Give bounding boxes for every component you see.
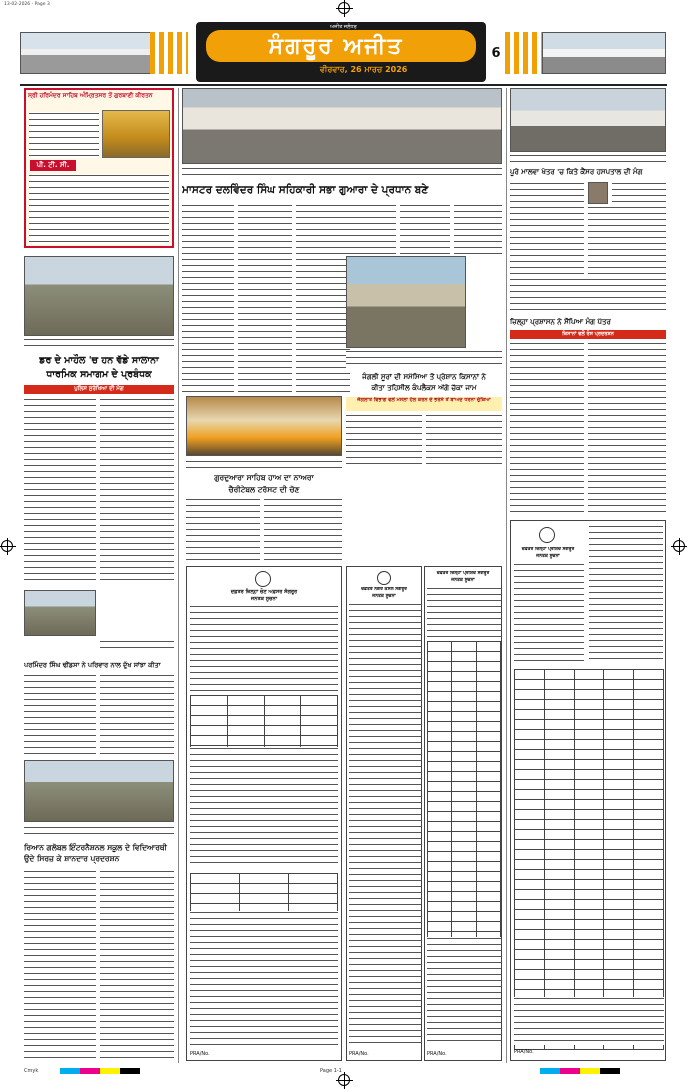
notice-3-footer: PRA/No. xyxy=(427,1051,447,1057)
center-article-col-1 xyxy=(182,204,234,392)
masthead-tag: ਅਜੀਤ ਜਲੰਧਰ xyxy=(330,24,357,30)
left-headline-1: ਡਰ ਦੇ ਮਾਹੌਲ 'ਚ ਹਨ ਵੱਡੇ ਸਾਲਾਨਾ xyxy=(39,355,159,366)
left-photo-3-caption xyxy=(24,826,174,838)
right-article-1-col-a xyxy=(510,182,584,274)
trust-headline: ਗੁਰਦੁਆਰਾ ਸਾਹਿਬ ਹਾਅ ਦਾ ਨਾਅਰਾ xyxy=(214,473,314,482)
column-divider-2 xyxy=(506,88,507,1063)
notice-3-body xyxy=(427,587,501,637)
right-photo-1 xyxy=(510,88,666,152)
right-headline-top: ਪੂਰੇ ਮਾਲਵਾ ਖੇਤਰ 'ਚ ਕਿਤੇ ਕੈਂਸਰ ਹਸਪਤਾਲ ਦੀ ਮੰਗ xyxy=(510,168,643,176)
masthead-right-pattern xyxy=(505,32,543,74)
center-article-col-5 xyxy=(400,204,450,254)
left-photo-1 xyxy=(24,256,174,336)
ad-title: ਸ੍ਰੀ ਹਰਿਮੰਦਰ ਸਾਹਿਬ ਅੰਮ੍ਰਿਤਸਰ ਤੋਂ ਗੁਰਬਾਣੀ ਕੀਰਤਨ xyxy=(28,92,153,99)
left-photo-2 xyxy=(24,590,96,636)
golden-temple-image xyxy=(102,110,170,158)
right-photo-1-caption xyxy=(510,154,666,164)
registration-mark-right xyxy=(673,540,685,552)
notice-2-emblem xyxy=(377,571,391,585)
notice-2-subtitle: ਜਨਤਕ ਸੂਚਨਾ xyxy=(372,594,396,599)
protest-photo-caption xyxy=(346,350,502,368)
notice-3 xyxy=(424,566,502,1061)
notice-3-subtitle: ਜਨਤਕ ਸੂਚਨਾ xyxy=(451,578,475,583)
trust-headline-b: ਚੈਰੀਟੇਬਲ ਟਰੱਸਟ ਦੀ ਚੋਣ xyxy=(228,485,300,494)
footer-color-bar-right xyxy=(540,1068,620,1074)
right-portrait xyxy=(588,182,608,204)
left-headline-1b: ਧਾਰਮਿਕ ਸਮਾਗਮ ਦੇ ਪ੍ਰਬੰਧਕ xyxy=(46,369,152,380)
notice-1-body xyxy=(190,605,338,691)
notice-2-title: ਦਫ਼ਤਰ ਨਗਰ ਕੌਂਸਲ ਸੰਗਰੂਰ xyxy=(361,587,407,592)
center-main-headline: ਮਾਸਟਰ ਦਲਵਿੰਦਰ ਸਿੰਘ ਸਹਿਕਾਰੀ ਸਭਾ ਗੁਆਰਾ ਦੇ ਪ੍ਰਧਾਨ ਬਣੇ xyxy=(182,184,429,196)
center-article-col-6 xyxy=(454,204,502,254)
notice-3-title: ਦਫ਼ਤਰ ਜ਼ਿਲ੍ਹਾ ਪ੍ਰੀਸ਼ਦ ਸੰਗਰੂਰ xyxy=(436,571,490,576)
center-photo-caption xyxy=(182,167,502,177)
ptc-ad xyxy=(24,88,174,248)
masthead-right-photo xyxy=(542,32,666,74)
right-subhead-mid: ਕਿਸਾਨਾਂ ਵਲੋਂ ਰੋਸ ਪ੍ਰਦਰਸ਼ਨ xyxy=(510,330,666,339)
masthead-left-pattern xyxy=(150,32,188,74)
center-article-col-3 xyxy=(296,204,350,392)
registration-mark-bottom xyxy=(338,1074,350,1086)
notice-1-title: ਦਫ਼ਤਰ ਜ਼ਿਲ੍ਹਾ ਚੋਣ ਅਫ਼ਸਰ ਸੰਗਰੂਰ xyxy=(230,589,298,595)
left-article-3-col-b xyxy=(100,870,174,1060)
notice-1-emblem xyxy=(255,571,271,587)
left-photo-2-caption xyxy=(100,640,174,652)
masthead-date: ਵੀਰਵਾਰ, 26 ਮਾਰਚ 2026 xyxy=(320,65,408,74)
left-article-2-col-b xyxy=(100,674,174,756)
left-headline-3b: ਉਦੇ ਸਿਰਜ਼ ਕੇ ਸ਼ਾਨਦਾਰ ਪ੍ਰਦਰਸ਼ਨ xyxy=(24,854,120,863)
protest-headline-b: ਕੀਤਾ ਤਹਿਸੀਲ ਕੰਪਲੈਕਸ ਅੱਗੇ ਚੱਕਾ ਜਾਮ xyxy=(371,384,477,392)
notice-1-body-2 xyxy=(190,747,338,867)
trust-article-col-a xyxy=(186,498,260,560)
notice-2 xyxy=(346,566,422,1061)
ad-ptc-label: ਪੀ. ਟੀ. ਸੀ. xyxy=(30,160,76,171)
footer-cmyk: Cmyk xyxy=(24,1068,39,1074)
notice-1-table-2 xyxy=(190,873,338,914)
top-meta-line: 13-02-2026 - Page 3 xyxy=(4,2,50,7)
footer-page: Page 1-1 xyxy=(320,1068,342,1074)
notice-1-body-3 xyxy=(190,911,338,1047)
notice-1-footer: PRA/No. xyxy=(190,1051,210,1057)
notice-4-table xyxy=(514,669,664,1050)
right-article-2-col-a xyxy=(510,342,584,514)
registration-mark-top xyxy=(338,2,350,14)
notice-4-body-right xyxy=(589,525,663,663)
notice-2-body xyxy=(349,603,421,1043)
notice-3-body-2 xyxy=(427,937,501,1041)
notice-4-subtitle: ਜਨਤਕ ਸੂਚਨਾ xyxy=(536,554,560,559)
right-article-1-col-c xyxy=(612,182,666,204)
left-article-3-col-a xyxy=(24,870,96,1060)
ad-text-2 xyxy=(29,174,169,244)
left-article-1-col-b xyxy=(100,398,174,584)
right-article-1-col-b xyxy=(588,206,666,274)
right-article-2-col-b xyxy=(588,342,666,514)
left-article-2-col-a xyxy=(24,674,96,756)
center-group-photo xyxy=(182,88,502,164)
gurdwara-photo-caption xyxy=(186,460,342,470)
masthead-title: ਸੰਗਰੂਰ ਅਜੀਤ xyxy=(268,34,404,59)
notice-3-table xyxy=(427,641,501,942)
protest-headline: ਜੰਗਲੀ ਸੂਰਾਂ ਦੀ ਸਮੱਸਿਆ ਤੋਂ ਪ੍ਰੇਸ਼ਾਨ ਕਿਸਾਨਾਂ ਨੇ xyxy=(362,373,486,381)
notice-1 xyxy=(186,566,342,1061)
left-article-1-col-a xyxy=(24,398,96,584)
gurdwara-photo xyxy=(186,396,342,456)
masthead-rule xyxy=(20,84,667,86)
trust-article-col-b xyxy=(264,498,342,560)
notice-4-body-bottom xyxy=(514,997,664,1045)
footer-color-bar-left xyxy=(60,1068,140,1074)
notice-2-footer: PRA/No. xyxy=(349,1051,369,1057)
column-divider-1 xyxy=(178,88,179,1063)
right-headline-mid: ਜ਼ਿਲ੍ਹਾ ਪ੍ਰਸ਼ਾਸਨ ਨੇ ਸੌਂਪਿਆ ਮੰਗ ਪੱਤਰ xyxy=(510,318,611,326)
left-headline-3: ਰਿਆਨ ਗਲੋਬਲ ਇੰਟਰਨੈਸ਼ਨਲ ਸਕੂਲ ਦੇ ਵਿਦਿਆਰਥੀ xyxy=(24,843,167,852)
notice-1-subtitle: ਜਨਤਕ ਸੂਚਨਾ xyxy=(251,596,277,602)
registration-mark-left xyxy=(1,540,13,552)
protest-photo xyxy=(346,256,466,348)
center-article-col-4 xyxy=(346,204,396,254)
left-headline-2: ਪਰਮਿੰਦਰ ਸਿੰਘ ਢੀਂਡਸਾ ਨੇ ਪਰਿਵਾਰ ਨਾਲ ਦੁੱਖ ਸਾਂਝਾ ਕੀਤਾ xyxy=(24,661,161,669)
protest-article-col-a xyxy=(346,414,422,466)
page-number: 6 xyxy=(491,46,501,61)
left-photo-1-caption xyxy=(24,338,174,350)
left-photo-3 xyxy=(24,760,174,822)
notice-4-title: ਦਫ਼ਤਰ ਜ਼ਿਲ੍ਹਾ ਪ੍ਰੀਸ਼ਦ ਸੰਗਰੂਰ xyxy=(521,547,575,552)
notice-4-footer: PRA/No. xyxy=(514,1049,534,1055)
protest-article-col-b xyxy=(426,414,502,466)
right-article-1-tail xyxy=(510,278,666,312)
notice-4-body-left xyxy=(514,563,584,663)
protest-subhead: ਜੰਗਲਾਤ ਵਿਭਾਗ ਵਲੋਂ ਮਸਲਾ ਹੱਲ ਕਰਨ ਦੇ ਭਰੋਸੇ ਤੋਂ ਬਾਅਦ ਧਰਨਾ ਚੁੱਕਿਆ xyxy=(346,397,502,411)
notice-4-emblem xyxy=(539,527,555,543)
left-subhead-1: ਪੁਲਿਸ ਸੁਰੱਖਿਆ ਦੀ ਮੰਗ xyxy=(24,385,174,394)
ad-text xyxy=(29,112,99,158)
notice-4 xyxy=(510,520,666,1061)
center-article-col-2 xyxy=(238,204,292,392)
